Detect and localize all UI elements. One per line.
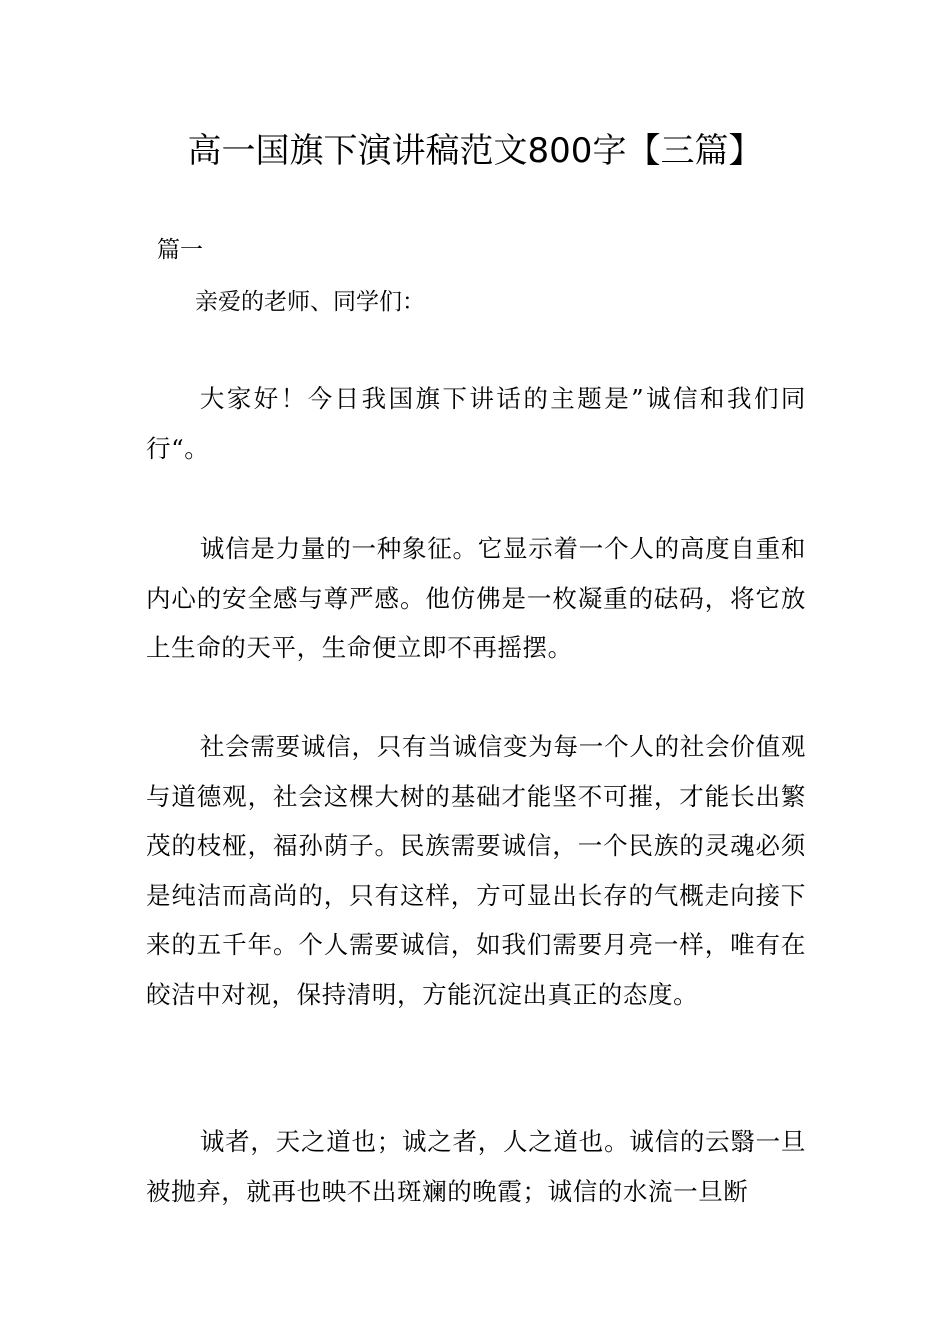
section-label: 篇一 — [157, 237, 203, 263]
paragraph-1: 大家好！今日我国旗下讲话的主题是”诚信和我们同行“。 — [146, 384, 806, 463]
paragraph-3: 社会需要诚信，只有当诚信变为每一个人的社会价值观与道德观，社会这棵大树的基础才能坚不可摧，才能长出繁茂的枝桠，福孙荫子。民族需要诚信，一个民族的灵魂必须是纯洁而高尚的，只有这样，方可显出长存的气概走向接下来的五千年。个人需要诚信，如我们需要月亮一样，唯有在皎洁中对视，保持清明，方能沉淀出真正的态度。 — [146, 732, 806, 1009]
salutation: 亲爱的老师、同学们： — [195, 289, 425, 315]
document-title: 高一国旗下演讲稿范文800字【三篇】 — [187, 131, 763, 171]
paragraph-2: 诚信是力量的一种象征。它显示着一个人的高度自重和内心的安全感与尊严感。他仿佛是一枚凝重的砝码，将它放上生命的天平，生命便立即不再摇摆。 — [146, 534, 806, 662]
paragraph-4: 诚者，天之道也；诚之者，人之道也。诚信的云翳一旦被抛弃，就再也映不出斑斓的晚霞；诚信的水流一旦断 — [146, 1127, 806, 1206]
